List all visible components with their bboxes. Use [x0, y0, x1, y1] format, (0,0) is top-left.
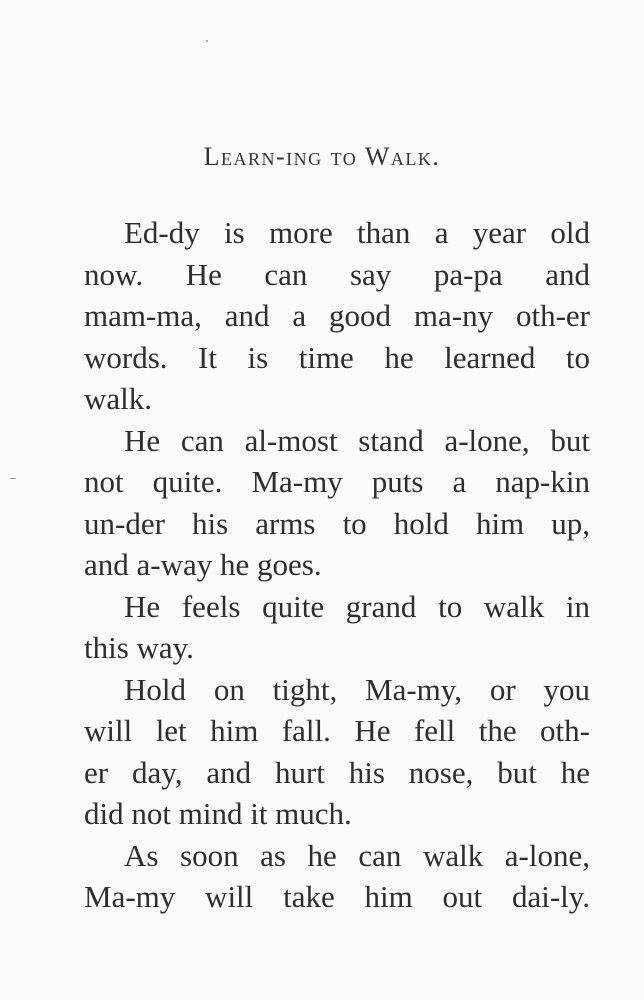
text-line: walk. — [84, 381, 153, 416]
text-line: did not mind it much. — [84, 796, 352, 831]
chapter-title: Learn-ing to Walk. — [203, 142, 441, 171]
text-line: Ed-dy is more than a year old — [124, 215, 590, 250]
text-line: this way. — [84, 630, 194, 665]
paper-speck — [10, 478, 16, 479]
text-line: er day, and hurt his nose, but he — [84, 754, 590, 790]
text-line: mam-ma, and a good ma-ny oth-er — [84, 298, 590, 333]
story-text — [84, 212, 590, 918]
text-line: Ma-my will take him out dai-ly. — [84, 879, 590, 914]
text-line: As soon as he can walk a-lone, — [124, 837, 590, 873]
text-line: un-der his arms to hold him up, — [84, 505, 590, 541]
text-line: will let him fall. He fell the oth- — [84, 713, 590, 748]
text-line: not quite. Ma-my puts a nap-kin — [84, 464, 590, 499]
text-line: and a-way he goes. — [84, 547, 322, 582]
text-line: words. It is time he learned to — [84, 339, 590, 375]
text-line: now. He can say pa-pa and — [84, 256, 590, 292]
paper-speck — [206, 40, 208, 42]
text-line: He can al-most stand a-lone, but — [124, 422, 590, 458]
text-line: Hold on tight, Ma-my, or you — [124, 671, 590, 707]
text-line: He feels quite grand to walk in — [124, 588, 590, 624]
